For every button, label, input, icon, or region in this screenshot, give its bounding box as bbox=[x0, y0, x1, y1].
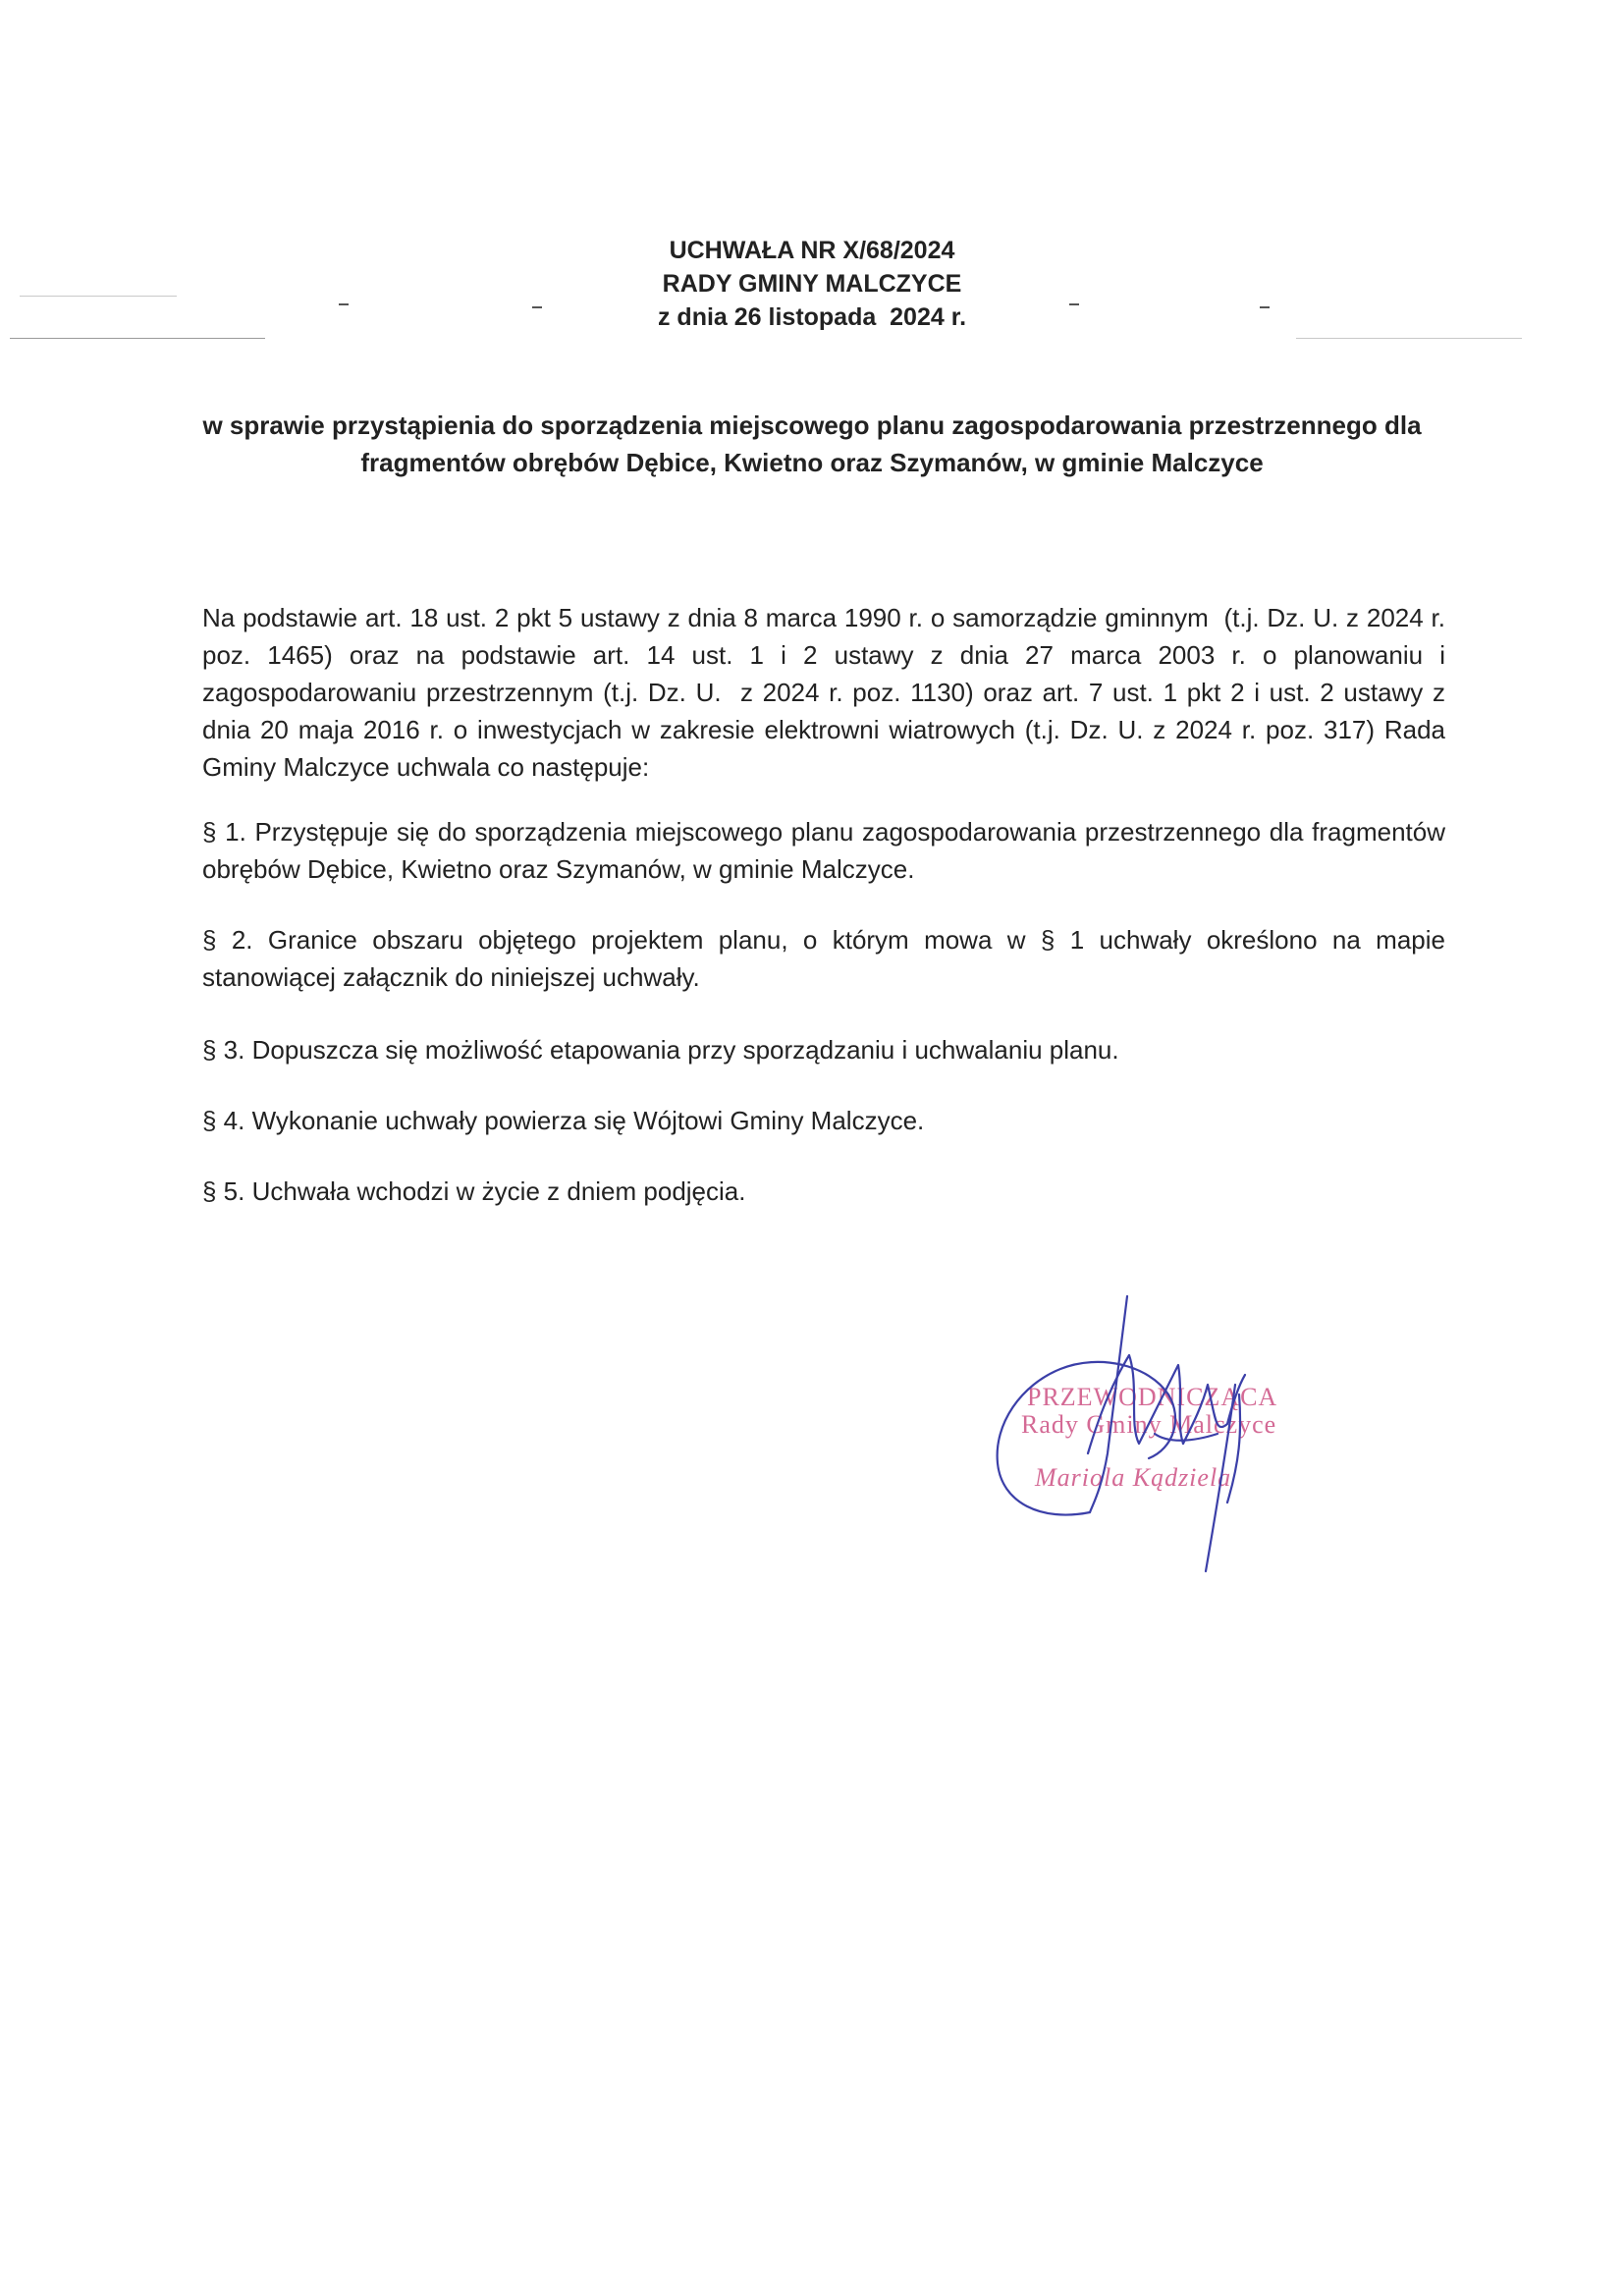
scan-artifact bbox=[1296, 338, 1522, 339]
paragraph-2: § 2. Granice obszaru objętego projektem planu, o którym mowa w § 1 uchwały określono na mapie stanowiącej załącznik do niniejszej uchwały. bbox=[202, 925, 1445, 992]
paragraph-3: § 3. Dopuszcza się możliwość etapowania przy sporządzaniu i uchwalaniu planu. bbox=[202, 1035, 1119, 1065]
signature-block bbox=[982, 1286, 1316, 1601]
legal-basis-preamble: Na podstawie art. 18 ust. 2 pkt 5 ustawy z dnia 8 marca 1990 r. o samorządzie gminnym (t.j. Dz. U. z 2024 r. poz. 1465) oraz na podstawie art. 14 ust. 1 i 2 ustawy z dnia 27 marca 2003 r. o planowaniu i zagospodarowaniu przestrzennym (t.j. Dz. U. z 2024 r. poz. 1130) oraz art. 7 ust. 1 pkt 2 i ust. 2 ustawy z dnia 20 maja 2016 r. o inwestycjach w zakresie elektrowni wiatrowych (t.j. Dz. U. z 2024 r. poz. 317) Rada Gminy Malczyce uchwala co następuje: bbox=[202, 603, 1453, 782]
resolution-date: z dnia 26 listopada 2024 r. bbox=[657, 303, 967, 331]
resolution-number: UCHWAŁA NR X/68/2024 bbox=[669, 237, 955, 264]
scan-artifact bbox=[10, 338, 265, 339]
stamp-name: Mariola Kądziela bbox=[1035, 1463, 1232, 1492]
council-name: RADY GMINY MALCZYCE bbox=[662, 270, 962, 298]
stamp-title: PRZEWODNICZĄCA bbox=[1027, 1383, 1278, 1411]
paragraph-1: § 1. Przystępuje się do sporządzenia miejscowego planu zagospodarowania przestrzennego dla fragmentów obrębów Dębice, Kwietno oraz Szymanów, w gminie Malczyce. bbox=[202, 817, 1445, 884]
paragraph-4: § 4. Wykonanie uchwały powierza się Wójtowi Gminy Malczyce. bbox=[202, 1106, 925, 1135]
resolution-subject: w sprawie przystąpienia do sporządzenia miejscowego planu zagospodarowania przestrzennego dla fragmentów obrębów Dębice, Kwietno oraz Szymanów, w gminie Malczyce bbox=[202, 410, 1422, 477]
stamp-council: Rady Gminy Malczyce bbox=[1021, 1410, 1277, 1439]
handwritten-signature bbox=[982, 1286, 1316, 1601]
resolution-header bbox=[0, 234, 1624, 334]
paragraph-5: § 5. Uchwała wchodzi w życie z dniem podjęcia. bbox=[202, 1176, 746, 1206]
